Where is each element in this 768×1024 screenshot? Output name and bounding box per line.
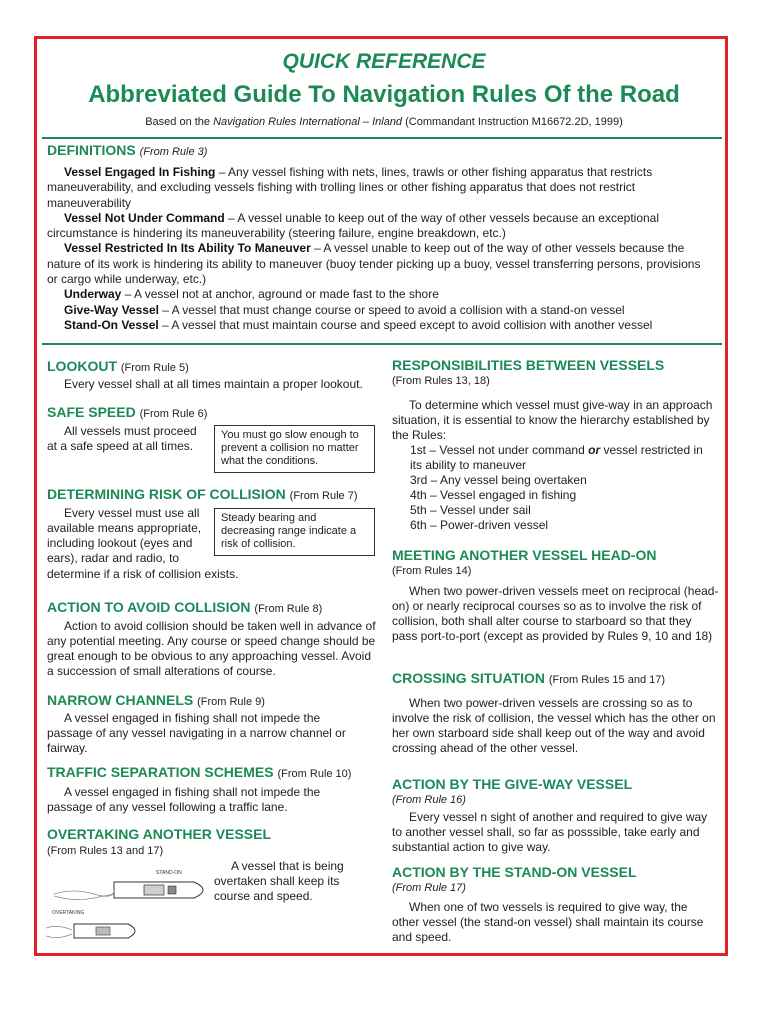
- narrow-heading: NARROW CHANNELS (From Rule 9): [47, 692, 265, 708]
- action-text: Action to avoid collision should be taken well in advance of any potential meeting. Any course or speed change should be great enough to be obvious to any approaching vessel. Avoid a succession of small alterations of course.: [47, 619, 376, 678]
- definition-item: Vessel Not Under Command – A vessel unable to keep out of the way of other vessels because an exceptional circumstance is hindering its maneuverability (steering failure, engine breakdown, etc.): [47, 210, 660, 241]
- responsibilities-text: To determine which vessel must give-way in an approach situation, it is essential to know the hierarchy established by the Rules:: [392, 398, 713, 442]
- lookout-text: Every vessel shall at all times maintain a proper lookout.: [64, 377, 363, 391]
- traffic-text: A vessel engaged in fishing shall not impede the passage of any vessel following a traffic lane.: [47, 785, 321, 814]
- action-heading: ACTION TO AVOID COLLISION (From Rule 8): [47, 599, 323, 615]
- headon-heading: MEETING ANOTHER VESSEL HEAD-ON: [392, 547, 657, 563]
- risk-note: Steady bearing and decreasing range indicate a risk of collision.: [214, 508, 375, 556]
- safe-speed-heading: SAFE SPEED (From Rule 6): [47, 404, 208, 420]
- crossing-text: When two power-driven vessels are crossing so as to involve the risk of collision, the vessel which has the other on her own starboard side shall keep out of the way and avoid crossing ahead of the other vessel.: [392, 696, 716, 755]
- label-overtaking: OVERTAKING: [52, 910, 85, 916]
- overtaking-diagram: [44, 864, 214, 950]
- lookout-heading: LOOKOUT (From Rule 5): [47, 358, 189, 374]
- overtaking-vessel-icon: [74, 924, 135, 938]
- traffic-heading: TRAFFIC SEPARATION SCHEMES (From Rule 10): [47, 764, 352, 780]
- risk-text: Every vessel must use all available means appropriate, including lookout (eyes and ears), radar and radio, to: [47, 506, 202, 565]
- responsibilities-heading: RESPONSIBILITIES BETWEEN VESSELS: [392, 357, 665, 373]
- risk-text-cont: determine if a risk of collision exists.: [47, 567, 239, 581]
- divider: [42, 343, 722, 345]
- list-item: 6th – Power-driven vessel: [410, 518, 549, 532]
- definition-item: Underway – A vessel not at anchor, aground or made fast to the shore: [64, 287, 439, 302]
- list-item: 3rd – Any vessel being overtaken: [410, 473, 587, 487]
- definition-item: Give-Way Vessel – A vessel that must change course or speed to avoid a collision with a stand-on vessel: [64, 302, 625, 317]
- hierarchy-list: [410, 443, 703, 533]
- standon-heading: ACTION BY THE STAND-ON VESSEL: [392, 864, 637, 880]
- definition-item: Vessel Restricted In Its Ability To Maneuver – A vessel unable to keep out of the way of other vessels because the nature of its work is hindering its ability to maneuver (buoy tender picking up a buoy, vessel transferring persons, provisions or cargo while underway, etc.): [47, 241, 701, 287]
- definition-item: Vessel Engaged In Fishing – Any vessel fishing with nets, lines, trawls or other fishing apparatus that restricts maneuverability, and excluding vessels fishing with trolling lines or other fishing apparatus that does not restrict maneuverability: [47, 165, 653, 210]
- quick-reference-kicker: QUICK REFERENCE: [282, 50, 486, 73]
- narrow-text: A vessel engaged in fishing shall not impede the passage of any vessel navigating in a narrow channel or fairway.: [47, 711, 346, 755]
- responsibilities-source: (From Rules 13, 18): [392, 375, 490, 387]
- list-item: 4th – Vessel engaged in fishing: [410, 488, 577, 502]
- giveway-text: Every vessel n sight of another and required to give way to another vessel shall, so far as posssible, take early and substantial action to give way.: [392, 810, 708, 854]
- safe-speed-text: All vessels must proceed at a safe speed at all times.: [47, 424, 197, 453]
- label-standon: STAND-ON: [156, 870, 182, 876]
- list-item: its ability to maneuver: [410, 458, 527, 472]
- standon-source: (From Rule 17): [392, 882, 466, 894]
- risk-heading: DETERMINING RISK OF COLLISION (From Rule 7): [47, 486, 358, 502]
- wake-lines-icon: [54, 890, 114, 896]
- headon-source: (From Rules 14): [392, 565, 472, 577]
- standon-text: When one of two vessels is required to give way, the other vessel (the stand-on vessel) shall maintain its course and speed.: [392, 900, 704, 944]
- crossing-heading: CROSSING SITUATION (From Rules 15 and 17): [392, 670, 666, 686]
- page-title: Abbreviated Guide To Navigation Rules Of the Road: [88, 81, 680, 108]
- giveway-source: (From Rule 16): [392, 794, 466, 806]
- safe-speed-note: You must go slow enough to prevent a collision no matter what the conditions.: [214, 425, 375, 473]
- overtaking-source: (From Rules 13 and 17): [47, 845, 164, 857]
- giveway-heading: ACTION BY THE GIVE-WAY VESSEL: [392, 776, 633, 792]
- list-item: 5th – Vessel under sail: [410, 503, 531, 517]
- divider: [42, 137, 722, 139]
- definition-item: Stand-On Vessel – A vessel that must maintain course and speed except to avoid collision with another vessel: [64, 317, 653, 332]
- overtaking-text: A vessel that is being overtaken shall keep its course and speed.: [214, 859, 344, 903]
- headon-text: When two power-driven vessels meet on reciprocal (head-on) or nearly reciprocal courses so as to involve the risk of collision, both shall alter course to starboard so that they pass port-to-port (except as provided by Rules 9, 10 and 18): [392, 584, 719, 643]
- definitions-heading: DEFINITIONS (From Rule 3): [47, 142, 208, 158]
- standon-vessel-icon: [114, 882, 203, 898]
- overtaking-heading: OVERTAKING ANOTHER VESSEL: [47, 826, 272, 842]
- definitions-list: [47, 165, 707, 333]
- list-item: 1st – Vessel not under command or vessel restricted in: [410, 443, 703, 457]
- source-line: Based on the Navigation Rules International – Inland (Commandant Instruction M16672.2D, 1999): [145, 116, 623, 128]
